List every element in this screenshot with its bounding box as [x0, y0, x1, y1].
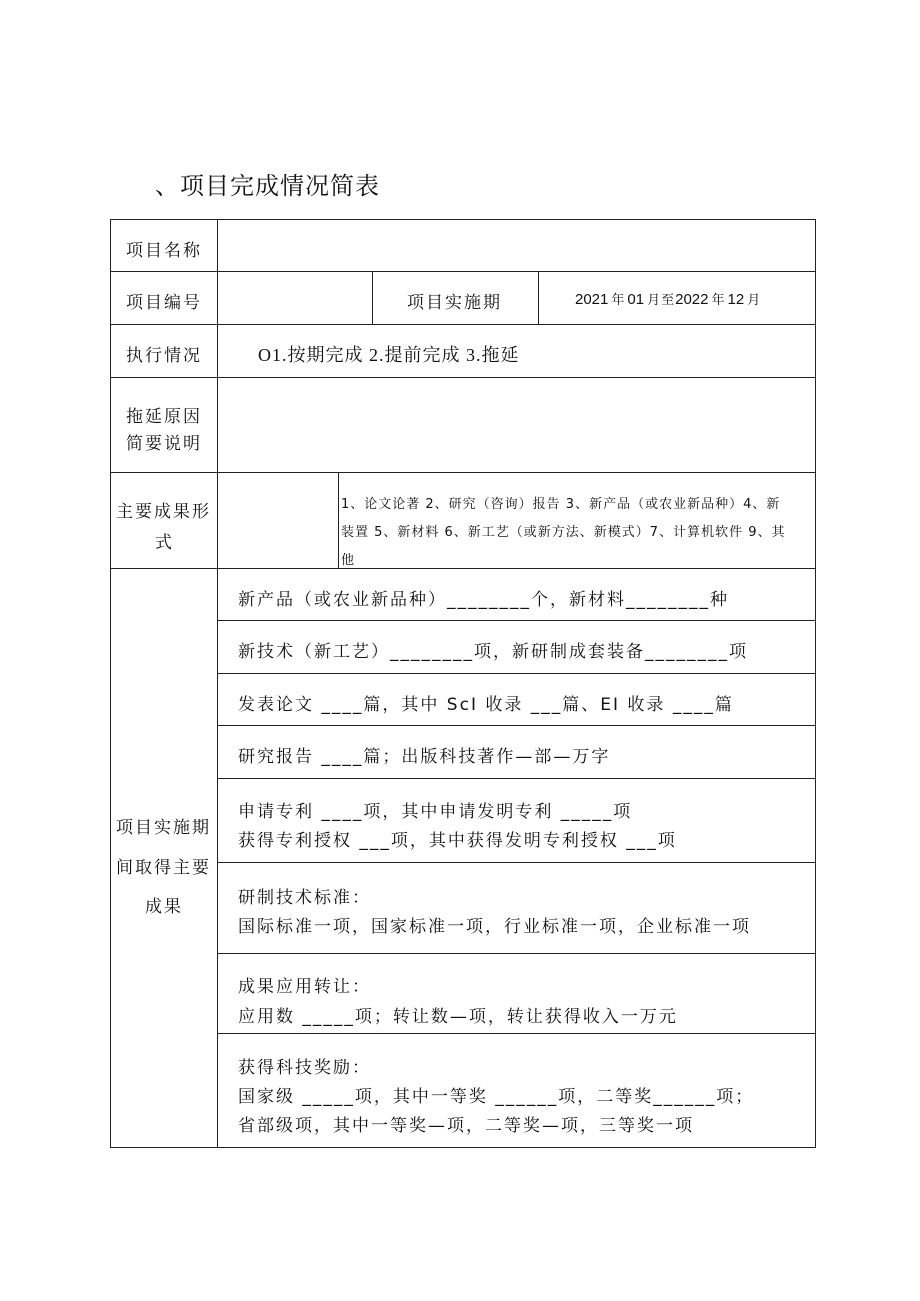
- row-divider: [110, 568, 816, 569]
- row-divider: [110, 377, 816, 378]
- delay-reason-field[interactable]: [230, 400, 800, 450]
- result-reports[interactable]: 研究报告 ____篇；出版科技著作—部—万字: [238, 747, 611, 767]
- column-divider: [372, 271, 373, 324]
- period-start-year: 2021: [575, 291, 609, 308]
- period-start-month: 01: [627, 291, 645, 308]
- project-name-field[interactable]: [230, 236, 800, 260]
- result-new-products[interactable]: 新产品（或农业新品种）________个，新材料________种: [238, 590, 729, 610]
- row-divider: [110, 271, 816, 272]
- period-end-month: 12: [727, 291, 745, 308]
- year-char: 年: [711, 293, 725, 308]
- row-divider: [217, 862, 816, 863]
- main-results-label-line1: 项目实施期: [116, 818, 211, 838]
- row-divider: [217, 725, 816, 726]
- result-awards-heading: 获得科技奖励：: [238, 1058, 371, 1078]
- delay-reason-label-line2: 简要说明: [126, 434, 202, 454]
- column-divider: [538, 271, 539, 324]
- execution-status-label: 执行情况: [126, 346, 202, 366]
- result-form-choice-field[interactable]: [226, 505, 330, 529]
- result-papers[interactable]: 发表论文 ____篇，其中 ScI 收录 ___篇、EI 收录 ____篇: [238, 695, 734, 715]
- period-end-year: 2022: [675, 291, 709, 308]
- result-patents-applied[interactable]: 申请专利 ____项，其中申请发明专利 _____项: [238, 802, 633, 822]
- result-form-label-line2: 式: [155, 533, 174, 553]
- result-form-label-line1: 主要成果形: [116, 502, 211, 522]
- delay-reason-label-line1: 拖延原因: [126, 407, 202, 427]
- result-form-options-line2: 装置 5、新材料 6、新工艺（或新方法、新模式）7、计算机软件 9、其: [341, 525, 786, 540]
- result-new-technology[interactable]: 新技术（新工艺）________项，新研制成套装备________项: [238, 642, 748, 662]
- row-divider: [110, 472, 816, 473]
- result-transfer-heading: 成果应用转让：: [238, 977, 371, 997]
- project-name-label: 项目名称: [126, 241, 202, 261]
- row-divider: [217, 1033, 816, 1034]
- execution-status-options[interactable]: O1.按期完成 2.提前完成 3.拖延: [258, 345, 520, 365]
- project-period-label: 项目实施期: [407, 293, 502, 313]
- result-transfer-values[interactable]: 应用数 _____项；转让数—项，转让获得收入一万元: [238, 1007, 678, 1027]
- row-divider: [110, 324, 816, 325]
- page-title: 、项目完成情况简表: [155, 172, 380, 200]
- result-form-options-line1: 1、论文论著 2、研究（咨询）报告 3、新产品（或农业新品种）4、新: [341, 497, 781, 512]
- result-awards-national[interactable]: 国家级 _____项，其中一等奖 ______项，二等奖______项；: [238, 1087, 755, 1107]
- project-code-field[interactable]: [228, 288, 363, 312]
- result-awards-provincial[interactable]: 省部级项，其中一等奖—项，二等奖—项，三等奖一项: [238, 1116, 694, 1136]
- main-results-label-line3: 成果: [145, 897, 183, 917]
- result-standards-heading: 研制技术标准：: [238, 888, 371, 908]
- month-char: 月: [747, 293, 761, 308]
- result-form-options-line3: 他: [341, 553, 356, 568]
- row-divider: [217, 620, 816, 621]
- row-divider: [217, 778, 816, 779]
- result-patents-granted[interactable]: 获得专利授权 ___项，其中获得发明专利授权 ___项: [238, 831, 677, 851]
- row-divider: [217, 953, 816, 954]
- month-char: 月: [647, 293, 661, 308]
- project-code-label: 项目编号: [126, 293, 202, 313]
- column-divider: [217, 219, 218, 1148]
- column-divider: [338, 472, 339, 568]
- result-standards-values[interactable]: 国际标准一项，国家标准一项，行业标准一项，企业标准一项: [238, 917, 751, 937]
- project-period-value[interactable]: [575, 289, 760, 308]
- year-char: 年: [611, 293, 625, 308]
- to-char: 至: [661, 293, 675, 308]
- main-results-label-line2: 间取得主要: [116, 858, 211, 878]
- row-divider: [217, 673, 816, 674]
